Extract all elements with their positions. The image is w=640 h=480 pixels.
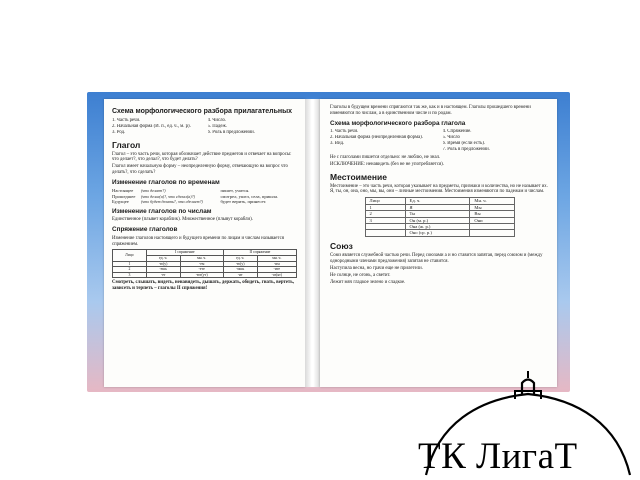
table-header: I спряжение (146, 250, 223, 256)
table-header: Лицо (365, 198, 405, 204)
conjugation-exceptions: Смотреть, слышать, видеть, ненавидеть, дышать, держать, обидеть, гнать, вертеть, зависеть и терпеть – глаголы II спряжения! (112, 280, 295, 292)
table-subheader: ед. ч. (223, 255, 257, 261)
example-line: Не солнце, не огонь, а светит. (330, 273, 391, 279)
union-heading: Союз (330, 240, 353, 251)
tense-list (112, 188, 297, 205)
table-subheader: мн. ч. (257, 255, 296, 261)
list-item (330, 147, 437, 153)
table-cell: 1 (113, 261, 147, 267)
table-cell: -ете (180, 267, 223, 273)
logo-text: ТК ЛигаТ (418, 436, 578, 477)
table-cell: -ю(у) (223, 261, 257, 267)
pronoun-definition: Местоимение – это часть речи, которая указывает на предметы, признаки и количества, но не называет их. Я, ты, он, она, оно, мы, вы, они – личные местоимения. Местоимения изменяются по падежам и числам. (330, 183, 548, 195)
list-item: 5. Число (442, 135, 460, 141)
table-cell: Она (ж. р.) (405, 223, 470, 229)
example-line: Наступила весна, но грачи еще не прилетели. (330, 266, 423, 272)
list-item: 3. Род. (112, 129, 126, 135)
table-cell: 2 (113, 267, 147, 273)
table-cell: 2 (365, 211, 405, 217)
table-header: Ед. ч. (405, 198, 470, 204)
tense-example: смотрел, ушел, села, пришла. (220, 193, 279, 199)
table-cell: Ты (405, 211, 470, 217)
tense-name: Будущее (112, 199, 129, 205)
table-cell: Мы (470, 204, 514, 210)
list-item: 4. Спряжение. (442, 129, 472, 135)
table-cell: -ем (180, 261, 223, 267)
table-cell (365, 230, 405, 236)
table-cell: Он (м. р.) (405, 217, 470, 223)
verb-scheme-list (330, 129, 549, 153)
adjective-scheme-list (112, 118, 297, 136)
tense-question: (что делает?) (141, 188, 166, 194)
table-cell: 3 (113, 272, 147, 278)
table-subheader: ед. ч. (146, 255, 180, 261)
table-cell: -ит (223, 272, 257, 278)
table-cell: -ешь (146, 267, 180, 273)
conjugation-table (112, 249, 297, 278)
table-row (365, 230, 514, 236)
table-cell: -ют(ут) (180, 272, 223, 278)
verb-infinitive-text: Глагол имеет начальную форму – неопределенную форму, отвечающую на вопрос что делать?, что сделать? (112, 164, 288, 175)
number-heading: Изменение глаголов по числам (112, 207, 212, 215)
table-cell: 1 (365, 204, 405, 210)
table-cell: -ет (146, 272, 180, 278)
tense-question: (что делал(а)?, что сделал(а)?) (141, 193, 195, 199)
table-cell: -ю(у) (146, 261, 180, 267)
table-header: Лицо (113, 250, 147, 261)
list-item: 7. Роль в предложении. (442, 147, 490, 153)
list-item: 2. Начальная форма (И. п., ед. ч., м. р). (112, 123, 191, 129)
future-tense-intro: Глаголы в будущем времени спрягаются так же, как и в настоящем. Глаголы прошедшего времени изменяются по числам, а в единственном числе и по родам. (330, 105, 531, 116)
tense-heading: Изменение глаголов по временам (112, 178, 220, 186)
union-text: Союз является служебной частью речи. Перед союзами а и но ставится запятая, перед союзом и (между однородными членами предложения) запятая не ставится. (330, 252, 543, 264)
table-header: Мн. ч. (470, 198, 514, 204)
verb-definition: Глагол – это часть речи, которая обозначает действие предметов и отвечает на вопросы: что делает?, что делал?, что будет делать? (112, 151, 292, 163)
table-cell: -ишь (223, 267, 257, 273)
right-page (320, 99, 557, 387)
table-cell: 3 (365, 217, 405, 223)
list-item: 6. Роль в предложении. (207, 129, 255, 135)
pronoun-heading: Местоимение (330, 171, 387, 182)
tense-name: Настоящее (112, 188, 134, 194)
ne-rule: Не с глаголами пишется отдельно: не люблю, не знал. (330, 155, 441, 161)
adjective-scheme-title: Схема морфологического разбора прилагательных (112, 108, 293, 115)
list-item: 5. Падеж. (207, 123, 227, 129)
list-item: 2. Начальная форма (неопределенная форма). (330, 135, 423, 141)
table-row (113, 272, 297, 278)
tense-example: будет верить, принесет. (220, 199, 267, 205)
list-item: 1. Часть речи. (112, 117, 141, 123)
book-spine (305, 99, 320, 387)
table-cell (470, 230, 514, 236)
table-cell: Они (470, 217, 514, 223)
verb-scheme-heading: Схема морфологического разбора глагола (330, 119, 466, 127)
pronoun-table (365, 197, 515, 236)
table-cell: -ите (257, 267, 296, 273)
table-cell: Оно (ср. р.) (405, 230, 470, 236)
table-subheader: мн. ч. (180, 255, 223, 261)
list-item: 6. Время (если есть). (442, 141, 486, 147)
tense-example: пишет, учится. (220, 188, 250, 194)
example-line: Лежит мяч гладкое зелено и сладкое. (330, 279, 406, 285)
tense-name: Прошедшее (112, 193, 136, 199)
conjugation-text: Изменение глаголов настоящего и будущего времени по лицам и числам называется спряжением. (112, 235, 284, 247)
list-item: 3. Вид. (330, 141, 345, 147)
list-item: 4. Число. (207, 117, 227, 123)
table-cell: Вы (470, 211, 514, 217)
conjugation-heading: Спряжение глаголов (112, 226, 178, 234)
verb-heading: Глагол (112, 139, 141, 150)
table-cell: -ат(ят) (257, 272, 296, 278)
left-page (104, 99, 305, 387)
list-item: 1. Часть речи. (330, 129, 359, 135)
table-cell: -им (257, 261, 296, 267)
number-text: Единственное (плывет кораблик). Множественное (плывут корабли). (112, 217, 253, 223)
ne-exception: ИСКЛЮЧЕНИЕ: ненавидеть (без не не употребляется). (330, 161, 444, 167)
table-header: II спряжение (223, 250, 296, 256)
table-cell: Я (405, 204, 470, 210)
tense-question: (что будет делать?, что сделает?) (141, 199, 203, 205)
